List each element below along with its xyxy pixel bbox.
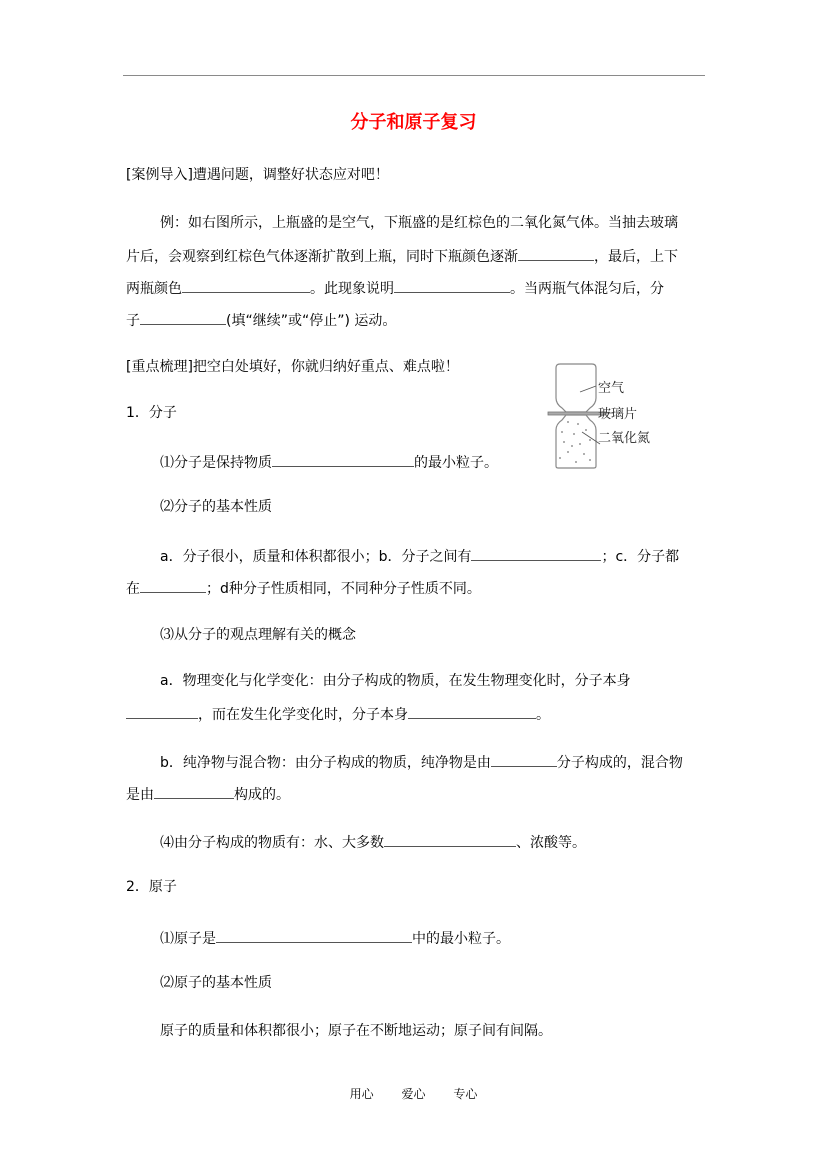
fill-blank[interactable] <box>216 928 412 943</box>
label-glass: 玻璃片 <box>598 407 638 422</box>
s1-props-line-2: 在 ；d种分子性质相同，不同种分子性质不同。 <box>126 578 481 598</box>
review-intro: [重点梳理]把空白处填好，你就归纳好重点、难点啦！ <box>126 359 459 375</box>
example-line-2: 片后，会观察到红棕色气体逐渐扩散到上瓶，同时下瓶颜色逐渐 ，最后，上下 <box>126 246 678 266</box>
fill-blank[interactable] <box>518 246 594 261</box>
fill-blank[interactable] <box>384 832 516 847</box>
s2-item-1: ⑴原子是 中的最小粒子。 <box>160 928 510 948</box>
fill-blank[interactable] <box>182 278 310 293</box>
fill-blank[interactable] <box>126 704 198 719</box>
s1-item-3: ⑶从分子的观点理解有关的概念 <box>160 627 356 643</box>
fill-blank[interactable] <box>408 704 536 719</box>
s1-props-line-1: a．分子很小，质量和体积都很小；b．分子之间有 ；c．分子都 <box>160 546 679 566</box>
label-air: 空气 <box>598 381 625 396</box>
s1-item-4: ⑷由分子构成的物质有：水、大多数 、浓酸等。 <box>160 832 586 852</box>
footer-text: 专心 <box>453 1087 478 1101</box>
example-line-3: 两瓶颜色 。此现象说明 。当两瓶气体混匀后，分 <box>126 278 664 298</box>
s2-props: 原子的质量和体积都很小；原子在不断地运动；原子间有间隔。 <box>160 1023 552 1039</box>
section-1-heading: 1．分子 <box>126 405 177 421</box>
fill-blank[interactable] <box>491 752 557 767</box>
example-line-1: 例：如右图所示，上瓶盛的是空气，下瓶盛的是红棕色的二氧化氮气体。当抽去玻璃 <box>160 215 678 231</box>
section-2-heading: 2．原子 <box>126 879 177 895</box>
page-footer <box>0 1085 827 1102</box>
s1-a-line-1: a．物理变化与化学变化：由分子构成的物质，在发生物理变化时，分子本身 <box>160 673 631 689</box>
footer-text: 爱心 <box>401 1087 426 1101</box>
header-rule <box>123 75 705 76</box>
fill-blank[interactable] <box>154 784 234 799</box>
footer-text: 用心 <box>349 1087 374 1101</box>
s1-b-line-1: b．纯净物与混合物：由分子构成的物质，纯净物是由 分子构成的，混合物 <box>160 752 683 772</box>
fill-blank[interactable] <box>471 546 601 561</box>
s1-item-1: ⑴分子是保持物质 的最小粒子。 <box>160 452 498 472</box>
fill-blank[interactable] <box>394 278 510 293</box>
fill-blank[interactable] <box>272 452 414 467</box>
bottle-diffusion-figure <box>546 362 670 472</box>
s2-item-2: ⑵原子的基本性质 <box>160 975 272 991</box>
s1-a-line-2: ，而在发生化学变化时，分子本身 。 <box>126 704 550 724</box>
s1-b-line-2: 是由 构成的。 <box>126 784 290 804</box>
intro-text: [案例导入]遭遇问题，调整好状态应对吧！ <box>126 167 389 183</box>
fill-blank[interactable] <box>140 578 206 593</box>
label-no2: 二氧化氮 <box>598 431 651 446</box>
s1-item-2: ⑵分子的基本性质 <box>160 499 272 515</box>
fill-blank[interactable] <box>140 310 226 325</box>
page-title: 分子和原子复习 <box>350 112 477 133</box>
example-line-4: 子 (填“继续”或“停止”) 运动。 <box>126 310 396 330</box>
